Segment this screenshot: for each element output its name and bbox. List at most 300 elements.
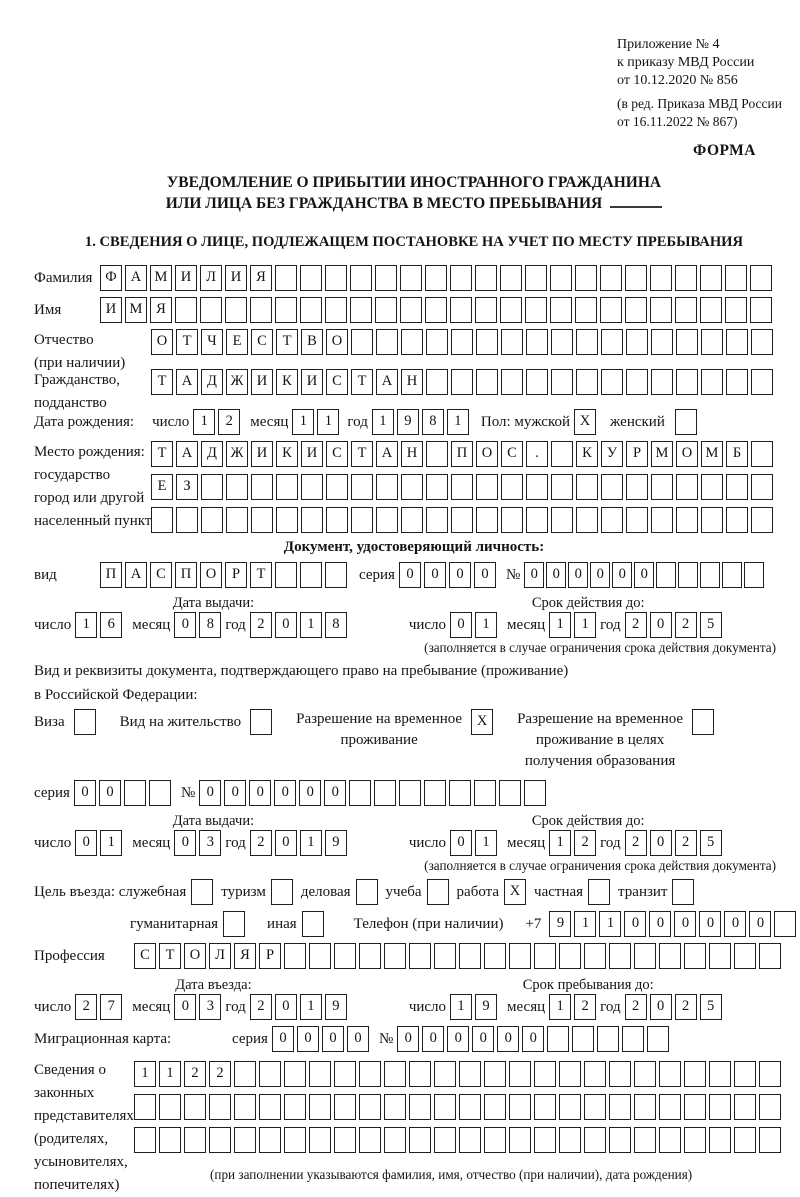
private-checkbox (588, 879, 610, 905)
char-cell: 0 (634, 562, 654, 588)
mc-series-label: серия (232, 1031, 268, 1047)
char-cell (601, 507, 623, 533)
char-cell: 0 (99, 780, 121, 806)
expiry-day-cells (450, 830, 497, 856)
char-cell: 1 (317, 409, 339, 435)
char-cell (774, 911, 796, 937)
char-cell: 0 (650, 830, 672, 856)
char-cell (476, 369, 498, 395)
char-cell (425, 265, 447, 291)
expiry-note: (заполняется в случае ограничения срока действия документа) (424, 858, 776, 873)
other-purpose-label: иная (267, 916, 297, 932)
char-cell: 0 (199, 780, 221, 806)
char-cell: П (451, 441, 473, 467)
char-cell (376, 329, 398, 355)
day-label: число (408, 835, 447, 851)
char-cell (551, 474, 573, 500)
char-cell: 2 (250, 994, 272, 1020)
char-cell (309, 1094, 331, 1120)
char-cell (675, 265, 697, 291)
char-cell (722, 562, 742, 588)
char-cell: 0 (472, 1026, 494, 1052)
char-cell (284, 1061, 306, 1087)
edition-line: от 16.11.2022 № 867) (617, 113, 738, 129)
char-cell: Ж (226, 369, 248, 395)
birth-place-cells-row2 (151, 474, 773, 500)
char-cell (659, 1061, 681, 1087)
residence-series-cells (74, 780, 171, 806)
char-cell: 1 (292, 409, 314, 435)
char-cell (309, 1127, 331, 1153)
char-cell: О (151, 329, 173, 355)
annex-reference (617, 36, 794, 130)
char-cell (259, 1127, 281, 1153)
char-cell: З (176, 474, 198, 500)
char-cell: 3 (199, 994, 221, 1020)
char-cell: И (251, 369, 273, 395)
char-cell (709, 1094, 731, 1120)
char-cell (424, 780, 446, 806)
char-cell: 0 (74, 780, 96, 806)
char-cell (509, 1127, 531, 1153)
char-cell (276, 507, 298, 533)
char-cell: И (301, 441, 323, 467)
char-cell: М (150, 265, 172, 291)
citizenship-label-line: Гражданство, (34, 372, 121, 388)
char-cell: 1 (134, 1061, 156, 1087)
section1-heading: 1. СВЕДЕНИЯ О ЛИЦЕ, ПОДЛЕЖАЩЕМ ПОСТАНОВКЕ НА УЧЕТ ПО МЕСТУ ПРЕБЫВАНИЯ (84, 234, 744, 250)
char-cell (659, 1127, 681, 1153)
char-cell (609, 1061, 631, 1087)
char-cell: Т (151, 441, 173, 467)
char-cell (451, 507, 473, 533)
char-cell: 1 (300, 830, 322, 856)
temp-residence-education-label (517, 709, 683, 772)
char-cell (426, 474, 448, 500)
issue-month-cells (174, 612, 221, 638)
char-cell (200, 297, 222, 323)
char-cell: А (176, 441, 198, 467)
mc-series-cells (272, 1026, 369, 1052)
purpose-label: Цель въезда: служебная (34, 884, 187, 900)
char-cell (509, 1061, 531, 1087)
entry-date-group (34, 976, 347, 1020)
char-cell (234, 1094, 256, 1120)
char-cell (124, 780, 146, 806)
char-cell (484, 943, 506, 969)
char-cell (676, 474, 698, 500)
char-cell (734, 1127, 756, 1153)
option-residence-permit (120, 709, 272, 735)
char-cell (300, 297, 322, 323)
entry-date-heading: Дата въезда: (175, 977, 252, 993)
char-cell (259, 1061, 281, 1087)
day-label: число (34, 999, 72, 1015)
char-cell (559, 1094, 581, 1120)
char-cell (226, 474, 248, 500)
char-cell: 0 (272, 1026, 294, 1052)
char-cell: 9 (325, 994, 347, 1020)
char-cell (609, 1127, 631, 1153)
visit-purpose-row (34, 879, 794, 905)
char-cell (576, 369, 598, 395)
char-cell: С (501, 441, 523, 467)
representatives-cells-row3 (134, 1127, 781, 1153)
char-cell (525, 297, 547, 323)
char-cell (309, 1061, 331, 1087)
char-cell: 0 (474, 562, 496, 588)
char-cell (572, 1026, 594, 1052)
char-cell (434, 943, 456, 969)
char-cell: 1 (447, 409, 469, 435)
char-cell (351, 507, 373, 533)
char-cell: 1 (549, 994, 571, 1020)
work-label: работа (456, 884, 500, 900)
char-cell: 9 (549, 911, 571, 937)
char-cell: Л (200, 265, 222, 291)
char-cell (334, 1061, 356, 1087)
char-cell: С (134, 943, 156, 969)
char-cell (551, 369, 573, 395)
char-cell (334, 943, 356, 969)
char-cell (334, 1127, 356, 1153)
residence-permit-checkbox (250, 709, 272, 735)
char-cell: И (175, 265, 197, 291)
char-cell: Т (159, 943, 181, 969)
char-cell (426, 441, 448, 467)
char-cell (325, 562, 347, 588)
char-cell: 0 (524, 562, 544, 588)
purpose-private (534, 879, 610, 905)
char-cell (759, 943, 781, 969)
purpose-transit (618, 879, 694, 905)
char-cell: И (251, 441, 273, 467)
char-cell (575, 297, 597, 323)
char-cell (409, 1127, 431, 1153)
residence-doc-dates (34, 812, 794, 874)
char-cell: 0 (749, 911, 771, 937)
entry-day-cells (75, 994, 122, 1020)
char-cell: 0 (347, 1026, 369, 1052)
char-cell: 2 (184, 1061, 206, 1087)
representatives-label-line: Сведения о (34, 1062, 106, 1078)
purpose-study (386, 879, 449, 905)
surname-label: Фамилия (34, 270, 93, 286)
char-cell (726, 507, 748, 533)
char-cell (750, 297, 772, 323)
char-cell: 2 (625, 830, 647, 856)
char-cell (700, 562, 720, 588)
char-cell (400, 297, 422, 323)
char-cell (384, 943, 406, 969)
char-cell (550, 265, 572, 291)
month-label: месяц (132, 835, 171, 851)
birth-place-row (34, 441, 794, 533)
day-label: число (408, 617, 447, 633)
issue-date-heading: Дата выдачи: (172, 813, 255, 829)
issue-month-cells (174, 830, 221, 856)
char-cell: 1 (549, 830, 571, 856)
expiry-month-cells (549, 612, 596, 638)
char-cell: 8 (325, 612, 347, 638)
birth-date-row (34, 409, 794, 435)
doc-series-cells (399, 562, 496, 588)
char-cell (551, 441, 573, 467)
birth-day-cells (193, 409, 240, 435)
char-cell (659, 943, 681, 969)
char-cell (384, 1061, 406, 1087)
char-cell (476, 474, 498, 500)
char-cell: 0 (275, 994, 297, 1020)
phone-cells (549, 911, 796, 937)
char-cell (326, 474, 348, 500)
char-cell (534, 1127, 556, 1153)
year-label: год (600, 617, 621, 633)
purpose-official (34, 879, 213, 905)
char-cell: 0 (674, 911, 696, 937)
char-cell (284, 1094, 306, 1120)
char-cell: О (184, 943, 206, 969)
char-cell: 0 (450, 830, 472, 856)
char-cell: С (150, 562, 172, 588)
char-cell (301, 507, 323, 533)
char-cell (634, 1127, 656, 1153)
char-cell (576, 507, 598, 533)
char-cell (759, 1061, 781, 1087)
expiry-date-group (409, 594, 722, 638)
birth-month-cells (292, 409, 339, 435)
form-label: ФОРМА (692, 142, 756, 159)
char-cell: 5 (700, 612, 722, 638)
char-cell: 0 (275, 830, 297, 856)
birth-year-cells (372, 409, 469, 435)
transit-checkbox (672, 879, 694, 905)
char-cell (384, 1127, 406, 1153)
char-cell: 0 (75, 830, 97, 856)
option-temp-residence (296, 709, 493, 751)
char-cell (325, 265, 347, 291)
char-cell (526, 329, 548, 355)
char-cell: 5 (700, 830, 722, 856)
business-checkbox (356, 879, 378, 905)
char-cell (401, 507, 423, 533)
residence-doc-intro-1: Вид и реквизиты документа, подтверждающего право на пребывание (проживание) (34, 663, 569, 679)
char-cell: 2 (574, 830, 596, 856)
annex-line: к приказу МВД России (617, 55, 755, 70)
char-cell (576, 329, 598, 355)
char-cell (526, 507, 548, 533)
char-cell (676, 507, 698, 533)
year-label: год (600, 835, 621, 851)
representatives-note: (при заполнении указываются фамилия, имя, отчество (при наличии), дата рождения) (210, 1167, 693, 1182)
char-cell (597, 1026, 619, 1052)
char-cell (584, 1127, 606, 1153)
char-cell: 1 (475, 612, 497, 638)
temp-residence-label-line: Разрешение на временное (296, 711, 463, 727)
char-cell (709, 943, 731, 969)
annex-line: Приложение № 4 (617, 37, 720, 52)
char-cell (184, 1127, 206, 1153)
other-purpose-checkbox (302, 911, 324, 937)
representatives-label (34, 1059, 134, 1197)
char-cell: С (326, 441, 348, 467)
char-cell (409, 1061, 431, 1087)
char-cell: Т (176, 329, 198, 355)
char-cell: 0 (299, 780, 321, 806)
char-cell: С (326, 369, 348, 395)
char-cell: 1 (574, 612, 596, 638)
char-cell (501, 329, 523, 355)
char-cell: А (125, 562, 147, 588)
char-cell: 1 (193, 409, 215, 435)
char-cell: 1 (75, 612, 97, 638)
char-cell (484, 1094, 506, 1120)
issue-date-group (34, 594, 347, 638)
expiry-day-cells (450, 612, 497, 638)
char-cell (450, 265, 472, 291)
char-cell (449, 780, 471, 806)
char-cell: 1 (100, 830, 122, 856)
month-label: месяц (507, 999, 546, 1015)
char-cell (726, 474, 748, 500)
char-cell: М (701, 441, 723, 467)
char-cell (234, 1061, 256, 1087)
char-cell: 9 (325, 830, 347, 856)
char-cell: 1 (372, 409, 394, 435)
char-cell: 2 (675, 612, 697, 638)
char-cell (499, 780, 521, 806)
char-cell: К (276, 369, 298, 395)
residence-doc-intro-2: в Российской Федерации: (34, 687, 198, 703)
char-cell: 0 (297, 1026, 319, 1052)
visa-checkbox (74, 709, 96, 735)
char-cell (476, 507, 498, 533)
char-cell (634, 943, 656, 969)
char-cell: 0 (624, 911, 646, 937)
private-label: частная (534, 884, 584, 900)
given-name-label: Имя (34, 302, 62, 318)
char-cell (509, 943, 531, 969)
number-label: № (180, 785, 196, 801)
char-cell (159, 1127, 181, 1153)
char-cell: 5 (700, 994, 722, 1020)
char-cell: Я (250, 265, 272, 291)
char-cell (584, 1094, 606, 1120)
expiry-note: (заполняется в случае ограничения срока действия документа) (424, 640, 776, 655)
char-cell: 0 (174, 830, 196, 856)
char-cell: Н (401, 369, 423, 395)
humanitarian-checkbox (223, 911, 245, 937)
char-cell: О (326, 329, 348, 355)
char-cell (601, 369, 623, 395)
char-cell: С (251, 329, 273, 355)
study-checkbox (427, 879, 449, 905)
char-cell: Р (259, 943, 281, 969)
char-cell (759, 1127, 781, 1153)
char-cell (559, 1061, 581, 1087)
birth-place-label-line: город или другой (34, 490, 145, 506)
char-cell (134, 1094, 156, 1120)
char-cell: Т (151, 369, 173, 395)
residence-doc-series-row (34, 780, 794, 806)
char-cell (375, 297, 397, 323)
day-label: число (152, 414, 190, 430)
char-cell (459, 1127, 481, 1153)
char-cell (475, 265, 497, 291)
birth-place-label (34, 441, 152, 533)
char-cell (251, 507, 273, 533)
study-label: учеба (385, 884, 422, 900)
option-visa (34, 709, 96, 735)
char-cell: 2 (209, 1061, 231, 1087)
char-cell (525, 265, 547, 291)
char-cell: 1 (300, 994, 322, 1020)
char-cell: 0 (649, 911, 671, 937)
char-cell (500, 265, 522, 291)
series-label: серия (34, 785, 70, 801)
char-cell (301, 474, 323, 500)
char-cell (459, 1061, 481, 1087)
char-cell (625, 265, 647, 291)
tourism-label: туризм (221, 884, 266, 900)
given-name-cells (100, 297, 772, 323)
char-cell (759, 1094, 781, 1120)
profession-label: Профессия (34, 948, 105, 964)
char-cell (634, 1094, 656, 1120)
patronymic-label-line: Отчество (34, 332, 94, 348)
char-cell (276, 474, 298, 500)
char-cell: А (125, 265, 147, 291)
char-cell: 0 (397, 1026, 419, 1052)
char-cell (425, 297, 447, 323)
char-cell (626, 474, 648, 500)
char-cell: И (100, 297, 122, 323)
char-cell: А (376, 441, 398, 467)
patronymic-label-line: (при наличии) (34, 355, 126, 371)
char-cell (409, 943, 431, 969)
stay-until-heading: Срок пребывания до: (522, 977, 654, 993)
char-cell: О (676, 441, 698, 467)
char-cell (734, 943, 756, 969)
char-cell (684, 1061, 706, 1087)
female-label: женский (610, 414, 665, 430)
char-cell (151, 507, 173, 533)
temp-residence-education-label-line: проживание в целях (535, 732, 665, 748)
residence-permit-label: Вид на жительство (119, 714, 242, 730)
birth-place-cells-row1 (151, 441, 773, 467)
migration-card-label: Миграционная карта: (34, 1031, 172, 1047)
female-checkbox (675, 409, 697, 435)
identity-doc-heading: Документ, удостоверяющий личность: (283, 539, 545, 555)
char-cell (284, 1127, 306, 1153)
visit-purpose-row-2 (130, 911, 794, 937)
char-cell (751, 474, 773, 500)
char-cell (349, 780, 371, 806)
char-cell: 1 (300, 612, 322, 638)
year-label: год (600, 999, 621, 1015)
annex-line: от 10.12.2020 № 856 (617, 73, 738, 88)
char-cell (709, 1061, 731, 1087)
char-cell (501, 369, 523, 395)
char-cell (434, 1094, 456, 1120)
char-cell (351, 474, 373, 500)
temp-residence-checkbox: X (471, 709, 493, 735)
char-cell (476, 329, 498, 355)
char-cell: Ч (201, 329, 223, 355)
char-cell: П (175, 562, 197, 588)
char-cell (651, 474, 673, 500)
char-cell (159, 1094, 181, 1120)
